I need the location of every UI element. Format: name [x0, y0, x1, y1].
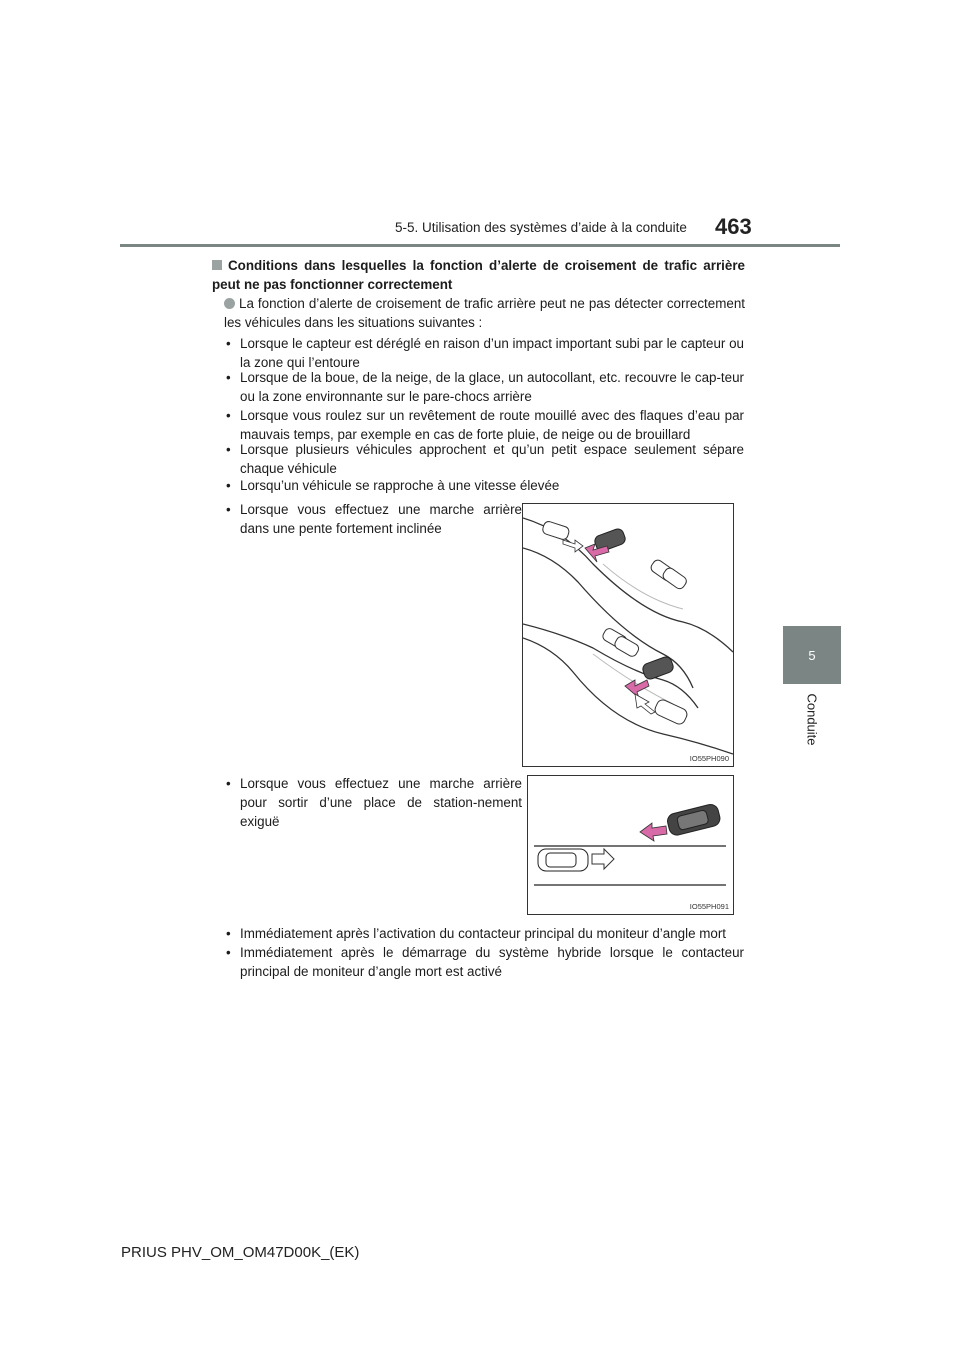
document-footer: PRIUS PHV_OM_OM47D00K_(EK) — [121, 1244, 360, 1261]
intro-text: La fonction d’alerte de croisement de trafic arrière peut ne pas détecter correctement les véhicules dans les situations suivantes : — [224, 296, 745, 330]
square-bullet-icon — [212, 260, 222, 270]
figure-code: IO55PH090 — [689, 754, 729, 763]
figure-code: IO55PH091 — [689, 902, 729, 911]
section-heading — [212, 256, 745, 294]
parking-scene-graphic — [528, 776, 733, 914]
section-title: 5-5. Utilisation des systèmes d’aide à la conduite — [395, 220, 687, 235]
intro-paragraph — [224, 294, 745, 332]
list-item: • Lorsque vous effectuez une marche arrière pour sortir d’une place de station-nement exiguë — [226, 776, 522, 829]
list-item: • Immédiatement après le démarrage du système hybride lorsque le contacteur principal de moniteur d’angle mort est activé — [226, 945, 744, 979]
header-divider — [120, 244, 840, 247]
slope-scene-graphic — [523, 504, 733, 766]
list-item: • Lorsque de la boue, de la neige, de la glace, un autocollant, etc. recouvre le cap-teur ou la zone environnante sur le pare-chocs arrière — [226, 370, 744, 404]
tight-parking-illustration — [527, 775, 734, 915]
list-item: • Lorsque plusieurs véhicules approchent et qu’un petit espace seulement sépare chaque véhicule — [226, 442, 744, 476]
steep-slope-illustration — [522, 503, 734, 767]
list-item: • Lorsqu’un véhicule se rapproche à une vitesse élevée — [226, 478, 560, 493]
chapter-tab-label-text: Conduite — [804, 692, 820, 746]
chapter-tab-label — [783, 688, 841, 750]
page-number: 463 — [715, 214, 752, 239]
list-item: • Immédiatement après l’activation du contacteur principal du moniteur d’angle mort — [226, 926, 727, 941]
circle-bullet-icon — [224, 298, 235, 309]
list-item: • Lorsque vous roulez sur un revêtement de route mouillé avec des flaques d’eau par mauvais temps, par exemple en cas de forte pluie, de neige ou de brouillard — [226, 408, 744, 442]
list-item: • Lorsque vous effectuez une marche arrière dans une pente fortement inclinée — [226, 502, 522, 536]
list-item: • Lorsque le capteur est déréglé en raison d’un impact important subi par le capteur ou la zone qui l’entoure — [226, 336, 744, 370]
section-heading-text: Conditions dans lesquelles la fonction d’alerte de croisement de trafic arrière peut ne pas fonctionner correctement — [212, 258, 745, 292]
chapter-tab-number: 5 — [783, 626, 841, 684]
